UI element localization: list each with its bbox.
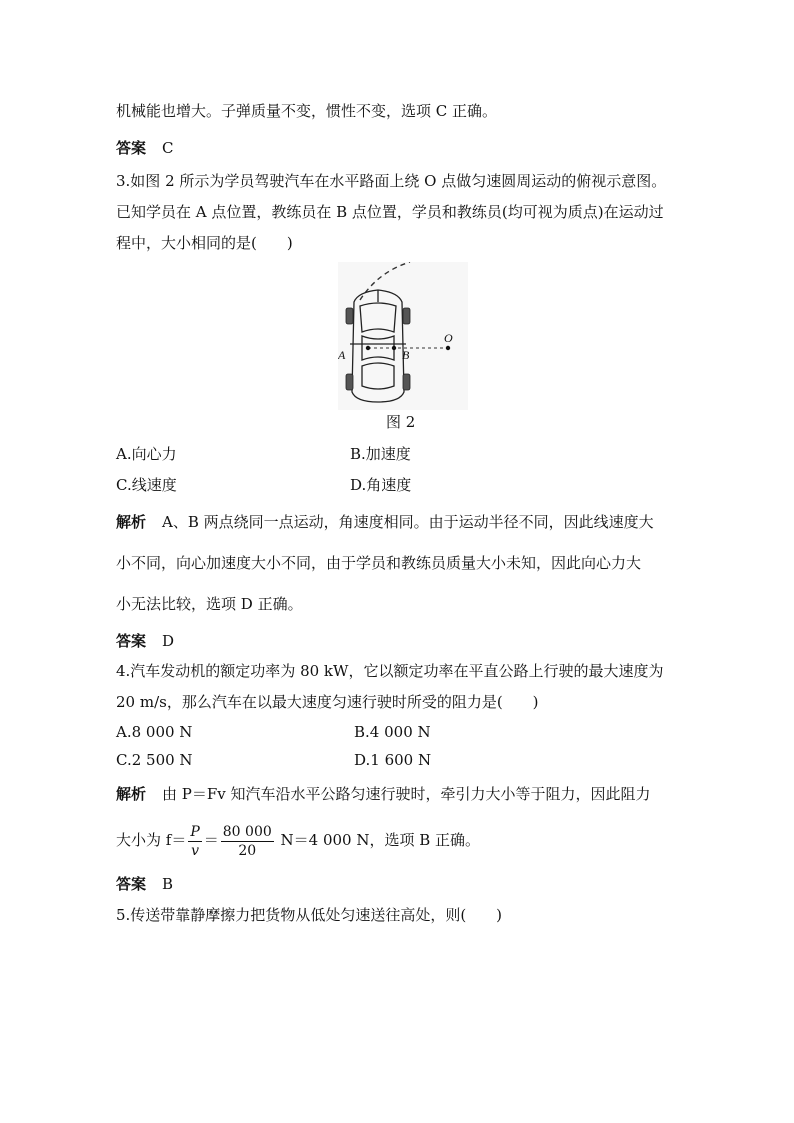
label-b: B xyxy=(402,348,410,362)
q2-answer: C xyxy=(162,139,174,157)
fraction-numerator: P xyxy=(190,823,200,840)
equals-sign: ＝ xyxy=(203,831,219,849)
analysis-label: 解析 xyxy=(116,785,147,803)
q3-option-a: A.向心力 xyxy=(116,445,177,463)
car-top-view-figure xyxy=(338,262,468,410)
q4-option-b: B.4 000 N xyxy=(354,723,431,741)
intro-line: 机械能也增大。子弹质量不变，惯性不变，选项 C 正确。 xyxy=(116,102,498,120)
q4-analysis-line-2 xyxy=(116,820,480,860)
q4-analysis-text-1: 由 P＝Fv 知汽车沿水平公路匀速行驶时，牵引力大小等于阻力，因此阻力 xyxy=(162,785,651,803)
q3-line-3: 程中，大小相同的是( ) xyxy=(116,234,293,252)
q4-option-a: A.8 000 N xyxy=(116,723,193,741)
q2-answer-row xyxy=(116,138,174,158)
q3-analysis-text-1: A、B 两点绕同一点运动，角速度相同。由于运动半径不同，因此线速度大 xyxy=(162,513,654,531)
answer-label: 答案 xyxy=(116,632,147,650)
q3-analysis-line-3: 小无法比较，选项 D 正确。 xyxy=(116,595,303,613)
fraction-numerator: 80 000 xyxy=(222,823,272,840)
fraction-denominator: 20 xyxy=(238,842,257,859)
q3-answer: D xyxy=(162,632,175,650)
label-a: A xyxy=(338,348,346,362)
q4-answer: B xyxy=(162,875,174,893)
analysis-label: 解析 xyxy=(116,513,147,531)
q4-option-d: D.1 600 N xyxy=(354,751,432,769)
q3-line-1: 3.如图 2 所示为学员驾驶汽车在水平路面上绕 O 点做匀速圆周运动的俯视示意图。 xyxy=(116,172,667,190)
q3-line-2: 已知学员在 A 点位置，教练员在 B 点位置，学员和教练员(均可视为质点)在运动过 xyxy=(116,203,664,221)
q4-answer-row xyxy=(116,874,173,894)
formula-suffix: N＝4 000 N，选项 B 正确。 xyxy=(275,831,481,849)
answer-label: 答案 xyxy=(116,139,147,157)
fraction-80000-over-20 xyxy=(221,823,274,860)
fraction-p-over-v xyxy=(188,823,201,860)
figure-caption: 图 2 xyxy=(386,413,416,431)
q3-analysis-line-1 xyxy=(116,512,654,532)
q3-option-d: D.角速度 xyxy=(350,476,412,494)
q4-analysis-line-1 xyxy=(116,784,651,804)
q4-line-1: 4.汽车发动机的额定功率为 80 kW，它以额定功率在平直公路上行驶的最大速度为 xyxy=(116,662,664,680)
label-o: O xyxy=(444,331,453,345)
q3-option-b: B.加速度 xyxy=(350,445,411,463)
point-o-dot xyxy=(446,346,450,350)
q3-option-c: C.线速度 xyxy=(116,476,177,494)
point-b-dot xyxy=(392,346,396,350)
q4-line-2: 20 m/s，那么汽车在以最大速度匀速行驶时所受的阻力是( ) xyxy=(116,693,539,711)
answer-label: 答案 xyxy=(116,875,147,893)
q3-analysis-line-2: 小不同，向心加速度大小不同，由于学员和教练员质量大小未知，因此向心力大 xyxy=(116,554,642,572)
q5-line-1: 5.传送带靠静摩擦力把货物从低处匀速送往高处，则( ) xyxy=(116,906,503,924)
q4-option-c: C.2 500 N xyxy=(116,751,193,769)
q3-answer-row xyxy=(116,631,174,651)
formula-prefix: 大小为 f＝ xyxy=(116,831,187,849)
point-a-dot xyxy=(366,346,370,350)
fraction-denominator: v xyxy=(191,842,199,859)
